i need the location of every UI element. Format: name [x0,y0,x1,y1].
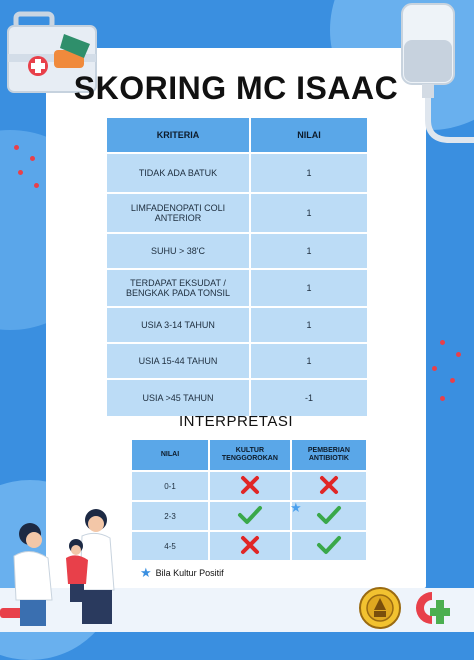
score-cell: 1 [251,270,367,306]
check-icon [316,505,342,527]
score-cell: 1 [251,308,367,342]
doctor-patient-illustration [0,500,130,632]
star-icon: ★ [140,565,152,580]
interp-antibiotik-cell [292,502,366,530]
clinic-logo-icon [406,584,458,630]
criteria-cell: USIA 15-44 TAHUN [107,344,249,378]
table-row [107,344,367,378]
check-icon [237,505,263,527]
criteria-cell: TERDAPAT EKSUDAT / BENGKAK PADA TONSIL [107,270,249,306]
table-row [132,502,366,530]
score-cell: 1 [251,194,367,232]
footnote [140,566,224,579]
interp-header-kultur: KULTUR TENGGOROKAN [210,440,290,470]
table-row [107,308,367,342]
score-cell: 1 [251,154,367,192]
interp-nilai-cell: 2-3 [132,502,208,530]
check-icon [316,535,342,557]
interp-antibiotik-cell [292,532,366,560]
criteria-table-header [107,118,367,152]
table-row [107,234,367,268]
criteria-table [105,116,369,418]
interp-kultur-cell [210,472,290,500]
page-title: SKORING MC ISAAC [73,70,399,106]
criteria-cell: USIA 3-14 TAHUN [107,308,249,342]
criteria-cell: SUHU > 38'C [107,234,249,268]
table-row [107,380,367,416]
interp-antibiotik-cell [292,472,366,500]
interpretation-table [130,438,368,562]
table-row [107,270,367,306]
criteria-header-nilai: NILAI [251,118,367,152]
interpretation-table-header [132,440,366,470]
cross-icon [240,475,260,497]
table-row [132,472,366,500]
criteria-cell: LIMFADENOPATI COLI ANTERIOR [107,194,249,232]
star-icon: ★ [290,500,302,515]
interp-nilai-cell: 0-1 [132,472,208,500]
score-cell: -1 [251,380,367,416]
footnote-text: Bila Kultur Positif [155,567,224,578]
table-row [107,154,367,192]
interp-header-antibiotik: PEMBERIAN ANTIBIOTIK [292,440,366,470]
score-cell: 1 [251,234,367,268]
interp-kultur-cell [210,502,290,530]
criteria-header-kriteria: KRITERIA [107,118,249,152]
interp-header-nilai: NILAI [132,440,208,470]
table-row [132,532,366,560]
university-seal-icon [358,586,402,630]
interp-nilai-cell: 4-5 [132,532,208,560]
interpretation-title: INTERPRETASI [178,413,294,430]
score-cell: 1 [251,344,367,378]
criteria-cell: USIA >45 TAHUN [107,380,249,416]
cross-icon [319,475,339,497]
interp-kultur-cell [210,532,290,560]
cross-icon [240,535,260,557]
table-row [107,194,367,232]
criteria-cell: TIDAK ADA BATUK [107,154,249,192]
